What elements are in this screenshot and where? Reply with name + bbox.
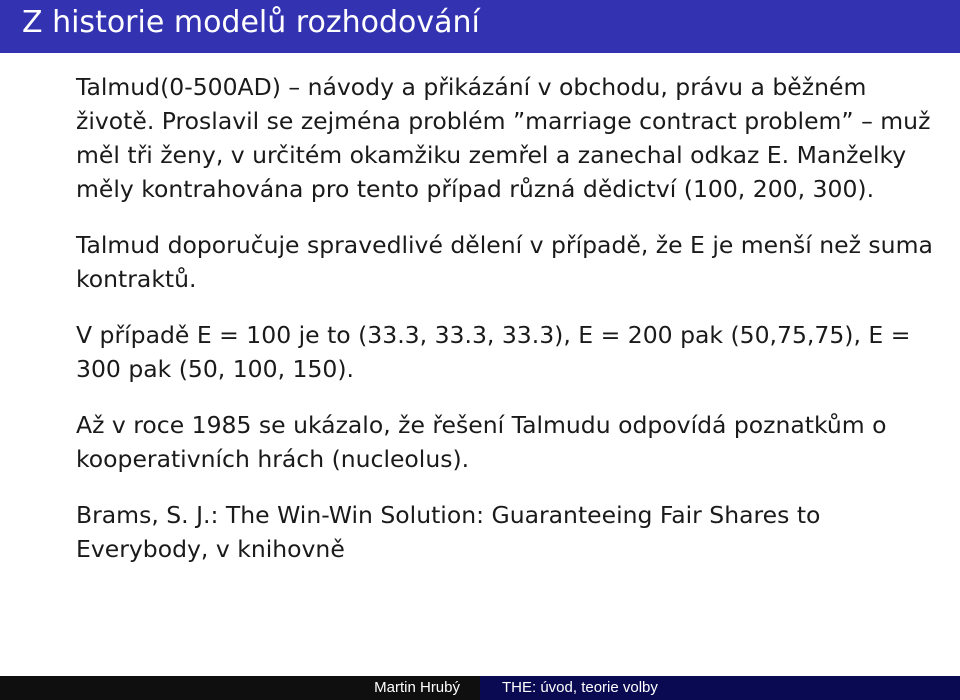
slide-title-bar: [0, 0, 960, 53]
paragraph-talmud-intro: Talmud(0-500AD) – návody a přikázání v obchodu, právu a běžném životě. Proslavil se zejména problém ”marriage contract problem” – muž měl tři ženy, v určitém okamžiku zemřel a zanechal odkaz E. Manželky měly kontrahována pro tento případ různá dědictví (100, 200, 300).: [76, 73, 931, 203]
paragraph-nucleolus: Až v roce 1985 se ukázalo, že řešení Talmudu odpovídá poznatkům o kooperativních hrách (nucleolus).: [76, 411, 887, 473]
slide-footer: [0, 676, 960, 700]
paragraph-fair-division: Talmud doporučuje spravedlivé dělení v případě, že E je menší než suma kontraktů.: [76, 231, 933, 293]
footer-author: Martin Hrubý: [0, 676, 480, 700]
footer-course: THE: úvod, teorie volby: [480, 676, 960, 700]
paragraph-reference: Brams, S. J.: The Win-Win Solution: Guaranteeing Fair Shares to Everybody, v knihovně: [76, 501, 821, 563]
paragraph-examples: V případě E = 100 je to (33.3, 33.3, 33.3), E = 200 pak (50,75,75), E = 300 pak (50, 100, 150).: [76, 321, 911, 383]
slide-title: Z historie modelů rozhodování: [22, 5, 480, 40]
slide-content: [76, 70, 936, 588]
